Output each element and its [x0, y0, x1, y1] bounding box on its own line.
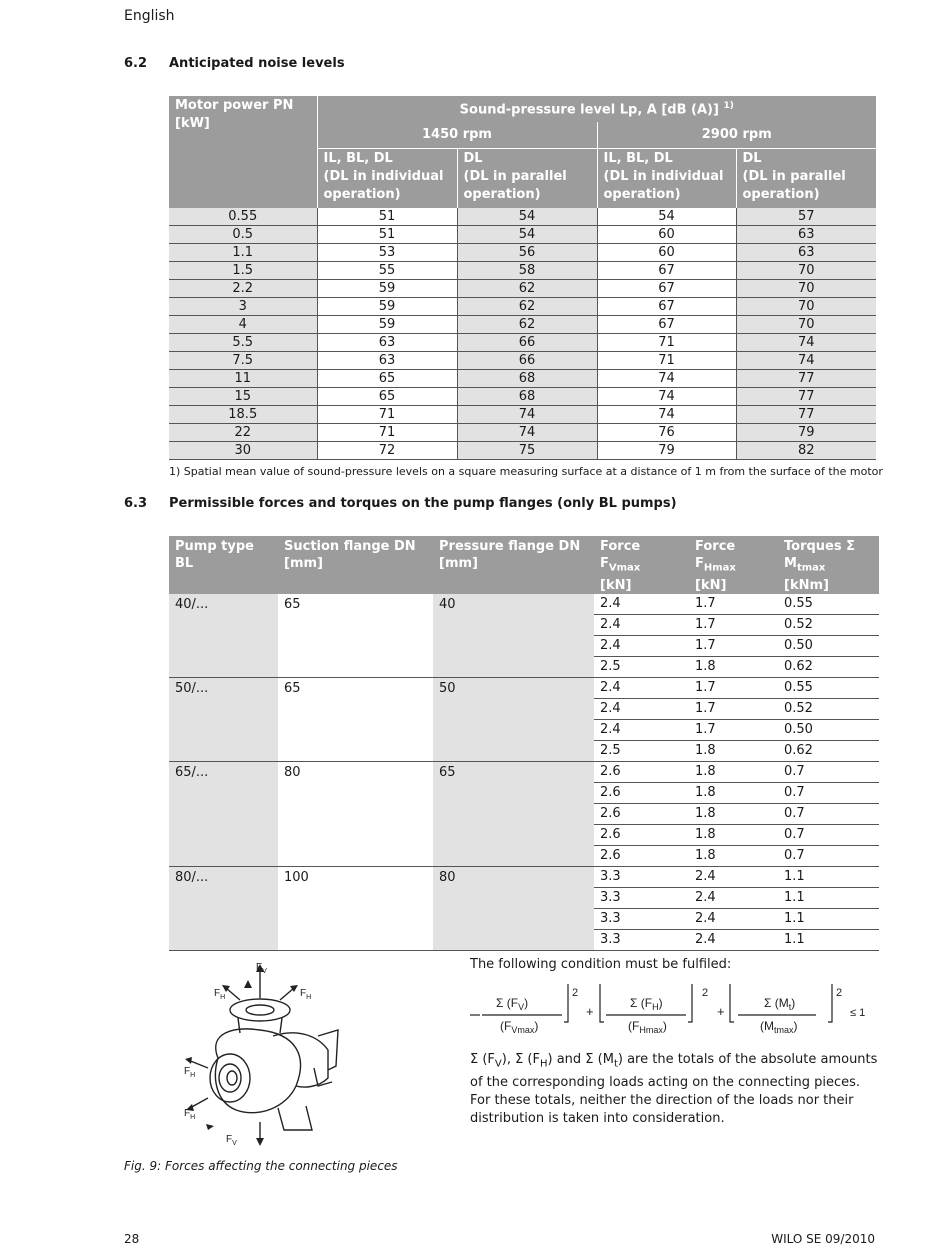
- sound-level-cell: 54: [457, 208, 597, 226]
- fh-right-top-label: $F_H$: [300, 988, 312, 1001]
- sound-level-cell: 77: [736, 406, 876, 424]
- section-heading-6-3: [124, 496, 677, 511]
- header-il-bl-dl-1450: IL, BL, DL (DL in individual operation): [317, 148, 457, 208]
- force-fh-cell: 1.7: [689, 636, 778, 657]
- sound-level-cell: 63: [736, 226, 876, 244]
- table-row: [169, 594, 879, 615]
- sound-level-cell: 74: [597, 370, 736, 388]
- table-row: [169, 262, 876, 280]
- motor-power-cell: 1.5: [169, 262, 317, 280]
- sound-level-cell: 79: [736, 424, 876, 442]
- torque-cell: 0.52: [778, 699, 879, 720]
- motor-power-cell: 5.5: [169, 334, 317, 352]
- sound-level-cell: 54: [457, 226, 597, 244]
- formula-exp-1: 2: [572, 987, 579, 999]
- sound-level-cell: 63: [317, 352, 457, 370]
- force-fh-cell: 1.7: [689, 594, 778, 615]
- sound-level-cell: 75: [457, 442, 597, 460]
- force-fv-cell: 2.6: [594, 762, 689, 783]
- fh-left-mid-label: $F_H$: [184, 1066, 196, 1079]
- header-sound-pressure: Sound-pressure level Lp, A [dB (A)] $^{1)}$: [317, 96, 876, 122]
- motor-power-cell: 11: [169, 370, 317, 388]
- header-1450-rpm: 1450 rpm: [317, 122, 597, 148]
- pump-forces-figure: [178, 958, 353, 1150]
- force-fv-cell: 2.6: [594, 846, 689, 867]
- sound-level-cell: 74: [597, 388, 736, 406]
- sound-level-cell: 68: [457, 388, 597, 406]
- header-dl-2900: DL (DL in parallel operation): [736, 148, 876, 208]
- sound-level-cell: 67: [597, 280, 736, 298]
- sound-level-cell: 60: [597, 244, 736, 262]
- pressure-flange-cell: 50: [433, 678, 594, 762]
- motor-power-cell: 0.5: [169, 226, 317, 244]
- sound-level-cell: 51: [317, 226, 457, 244]
- sound-level-cell: 71: [597, 334, 736, 352]
- sound-level-cell: 59: [317, 298, 457, 316]
- force-fv-cell: 2.4: [594, 699, 689, 720]
- force-fh-cell: 2.4: [689, 867, 778, 888]
- header-il-bl-dl-2900: IL, BL, DL (DL in individual operation): [597, 148, 736, 208]
- sound-level-cell: 74: [457, 424, 597, 442]
- sound-level-cell: 57: [736, 208, 876, 226]
- sound-level-cell: 76: [597, 424, 736, 442]
- section-number: 6.2: [124, 56, 148, 71]
- sound-level-cell: 74: [736, 334, 876, 352]
- force-fv-cell: 2.5: [594, 657, 689, 678]
- force-fv-cell: 2.6: [594, 825, 689, 846]
- sound-level-cell: 51: [317, 208, 457, 226]
- sound-level-cell: 65: [317, 370, 457, 388]
- sound-level-cell: 66: [457, 334, 597, 352]
- fv-top-label: $F_V$: [256, 962, 267, 975]
- table-row: [169, 442, 876, 460]
- torque-cell: 0.7: [778, 825, 879, 846]
- footer-company-date: WILO SE 09/2010: [771, 1232, 875, 1246]
- sound-level-cell: 71: [317, 424, 457, 442]
- sound-level-cell: 70: [736, 262, 876, 280]
- torque-cell: 0.7: [778, 846, 879, 867]
- page-number: 28: [124, 1232, 140, 1246]
- section-number: 6.3: [124, 496, 148, 511]
- motor-power-cell: 7.5: [169, 352, 317, 370]
- sound-level-cell: 74: [736, 352, 876, 370]
- suction-flange-cell: 80: [278, 762, 433, 867]
- fh-left-bottom-label: $F_H$: [184, 1108, 196, 1121]
- sound-level-cell: 62: [457, 316, 597, 334]
- formula-num-1: Σ $(F_V)$: [496, 996, 529, 1012]
- table-row: [169, 244, 876, 262]
- force-fv-cell: 2.6: [594, 804, 689, 825]
- torque-cell: 0.7: [778, 804, 879, 825]
- table-row: [169, 370, 876, 388]
- sound-level-cell: 74: [597, 406, 736, 424]
- pump-type-cell: 40/...: [169, 594, 278, 678]
- formula-plus-1: +: [586, 1004, 594, 1019]
- pressure-flange-cell: 40: [433, 594, 594, 678]
- formula-num-2: Σ $(F_H)$: [630, 996, 663, 1012]
- flange-forces-table: [169, 536, 879, 951]
- sound-level-cell: 63: [317, 334, 457, 352]
- pressure-flange-cell: 80: [433, 867, 594, 951]
- motor-power-cell: 1.1: [169, 244, 317, 262]
- sound-level-cell: 59: [317, 316, 457, 334]
- force-fh-cell: 1.7: [689, 615, 778, 636]
- force-fv-cell: 2.6: [594, 783, 689, 804]
- table-row: [169, 334, 876, 352]
- force-fv-cell: 2.4: [594, 594, 689, 615]
- table-row: [169, 762, 879, 783]
- motor-power-cell: 22: [169, 424, 317, 442]
- force-fh-cell: 1.8: [689, 657, 778, 678]
- sound-level-cell: 79: [597, 442, 736, 460]
- table-row: [169, 424, 876, 442]
- sound-level-cell: 53: [317, 244, 457, 262]
- sound-level-cell: 58: [457, 262, 597, 280]
- sound-level-cell: 70: [736, 280, 876, 298]
- section-title: Permissible forces and torques on the pump flanges (only BL pumps): [169, 496, 677, 511]
- noise-footnote: 1) Spatial mean value of sound-pressure levels on a square measuring surface at a distance of 1 m from the surface of the motor: [169, 465, 883, 478]
- force-fv-cell: 3.3: [594, 867, 689, 888]
- torque-cell: 0.52: [778, 615, 879, 636]
- sound-level-cell: 65: [317, 388, 457, 406]
- motor-power-cell: 4: [169, 316, 317, 334]
- formula-exp-3: 2: [836, 987, 843, 999]
- torque-cell: 0.55: [778, 594, 879, 615]
- sound-level-cell: 62: [457, 280, 597, 298]
- sound-level-cell: 67: [597, 316, 736, 334]
- noise-levels-table: [169, 96, 876, 460]
- fh-left-top-label: $F_H$: [214, 988, 226, 1001]
- force-fv-cell: 2.4: [594, 720, 689, 741]
- sound-level-cell: 66: [457, 352, 597, 370]
- force-fv-cell: 3.3: [594, 888, 689, 909]
- pump-type-cell: 80/...: [169, 867, 278, 951]
- sound-level-cell: 70: [736, 316, 876, 334]
- force-fv-cell: 3.3: [594, 930, 689, 951]
- sound-level-cell: 56: [457, 244, 597, 262]
- table-row: [169, 316, 876, 334]
- force-fh-cell: 1.8: [689, 783, 778, 804]
- sound-level-cell: 62: [457, 298, 597, 316]
- force-fv-cell: 2.4: [594, 615, 689, 636]
- formula-num-3: Σ $(M_t)$: [764, 996, 796, 1012]
- table-row: [169, 388, 876, 406]
- table-row: [169, 867, 879, 888]
- force-fh-cell: 2.4: [689, 909, 778, 930]
- force-fh-cell: 1.8: [689, 741, 778, 762]
- table-row: [169, 280, 876, 298]
- table-row: [169, 406, 876, 424]
- sound-level-cell: 70: [736, 298, 876, 316]
- torque-cell: 0.50: [778, 636, 879, 657]
- force-fh-cell: 1.7: [689, 699, 778, 720]
- sound-level-cell: 67: [597, 298, 736, 316]
- force-fh-cell: 2.4: [689, 930, 778, 951]
- force-fv-cell: 2.4: [594, 636, 689, 657]
- force-fh-cell: 1.8: [689, 804, 778, 825]
- force-fv-cell: 2.4: [594, 678, 689, 699]
- motor-power-cell: 15: [169, 388, 317, 406]
- sound-level-cell: 67: [597, 262, 736, 280]
- table-row: [169, 298, 876, 316]
- motor-power-cell: 3: [169, 298, 317, 316]
- pressure-flange-cell: 65: [433, 762, 594, 867]
- header-motor-power: Motor power PN [kW]: [169, 96, 317, 208]
- header-torques: Torques Σ $M_{tmax}$ [kNm]: [778, 536, 879, 594]
- suction-flange-cell: 100: [278, 867, 433, 951]
- sound-level-cell: 72: [317, 442, 457, 460]
- formula-le-1: ≤ 1: [850, 1007, 866, 1019]
- torque-cell: 1.1: [778, 930, 879, 951]
- sound-level-cell: 82: [736, 442, 876, 460]
- sound-level-cell: 54: [597, 208, 736, 226]
- motor-power-cell: 18.5: [169, 406, 317, 424]
- sound-level-cell: 68: [457, 370, 597, 388]
- sound-level-cell: 59: [317, 280, 457, 298]
- formula-den-3: $(M_{tmax})$: [760, 1019, 798, 1035]
- section-title: Anticipated noise levels: [169, 56, 345, 71]
- torque-cell: 0.62: [778, 741, 879, 762]
- header-pressure-flange: Pressure flange DN [mm]: [433, 536, 594, 594]
- sound-level-cell: 71: [317, 406, 457, 424]
- suction-flange-cell: 65: [278, 678, 433, 762]
- fv-bottom-label: $F_V$: [226, 1134, 237, 1147]
- header-dl-1450: DL (DL in parallel operation): [457, 148, 597, 208]
- formula-plus-2: +: [717, 1004, 725, 1019]
- force-fh-cell: 1.7: [689, 678, 778, 699]
- force-fv-cell: 3.3: [594, 909, 689, 930]
- section-heading-6-2: [124, 56, 345, 71]
- torque-cell: 1.1: [778, 867, 879, 888]
- motor-power-cell: 2.2: [169, 280, 317, 298]
- formula-den-1: $(F_{Vmax})$: [500, 1019, 539, 1035]
- header-force-fvmax: Force $F_{Vmax}$ [kN]: [594, 536, 689, 594]
- torque-cell: 0.7: [778, 762, 879, 783]
- force-fh-cell: 1.8: [689, 762, 778, 783]
- force-fh-cell: 2.4: [689, 888, 778, 909]
- language-label: English: [124, 8, 175, 24]
- table-row: [169, 226, 876, 244]
- table-row: [169, 678, 879, 699]
- suction-flange-cell: 65: [278, 594, 433, 678]
- torque-cell: 1.1: [778, 909, 879, 930]
- torque-cell: 0.7: [778, 783, 879, 804]
- header-pump-type: Pump type BL: [169, 536, 278, 594]
- sound-level-cell: 63: [736, 244, 876, 262]
- torque-cell: 1.1: [778, 888, 879, 909]
- header-suction-flange: Suction flange DN [mm]: [278, 536, 433, 594]
- sound-level-cell: 74: [457, 406, 597, 424]
- sound-level-cell: 60: [597, 226, 736, 244]
- header-2900-rpm: 2900 rpm: [597, 122, 876, 148]
- header-force-fhmax: Force $F_{Hmax}$ [kN]: [689, 536, 778, 594]
- condition-explanation: Σ $(F_V)$, Σ $(F_H)$ and Σ $(M_t)$ are the totals of the absolute amounts of the corresponding loads acting on the connecting pieces. For these totals, neither the direction of the loads nor their distribution is taken into consideration.: [470, 1052, 878, 1126]
- condition-title: The following condition must be fulfiled:: [470, 957, 732, 972]
- figure-caption: Fig. 9: Forces affecting the connecting pieces: [124, 1159, 398, 1173]
- formula-den-2: $(F_{Hmax})$: [628, 1019, 667, 1035]
- sound-level-cell: 71: [597, 352, 736, 370]
- force-fh-cell: 1.8: [689, 846, 778, 867]
- table-row: [169, 352, 876, 370]
- sound-level-cell: 55: [317, 262, 457, 280]
- motor-power-cell: 0.55: [169, 208, 317, 226]
- sound-level-cell: 77: [736, 388, 876, 406]
- sound-level-cell: 77: [736, 370, 876, 388]
- force-fv-cell: 2.5: [594, 741, 689, 762]
- torque-cell: 0.62: [778, 657, 879, 678]
- formula-exp-2: 2: [702, 987, 709, 999]
- pump-type-cell: 50/...: [169, 678, 278, 762]
- pump-type-cell: 65/...: [169, 762, 278, 867]
- table-row: [169, 208, 876, 226]
- torque-cell: 0.50: [778, 720, 879, 741]
- force-fh-cell: 1.8: [689, 825, 778, 846]
- condition-formula: [466, 982, 876, 1044]
- motor-power-cell: 30: [169, 442, 317, 460]
- force-fh-cell: 1.7: [689, 720, 778, 741]
- torque-cell: 0.55: [778, 678, 879, 699]
